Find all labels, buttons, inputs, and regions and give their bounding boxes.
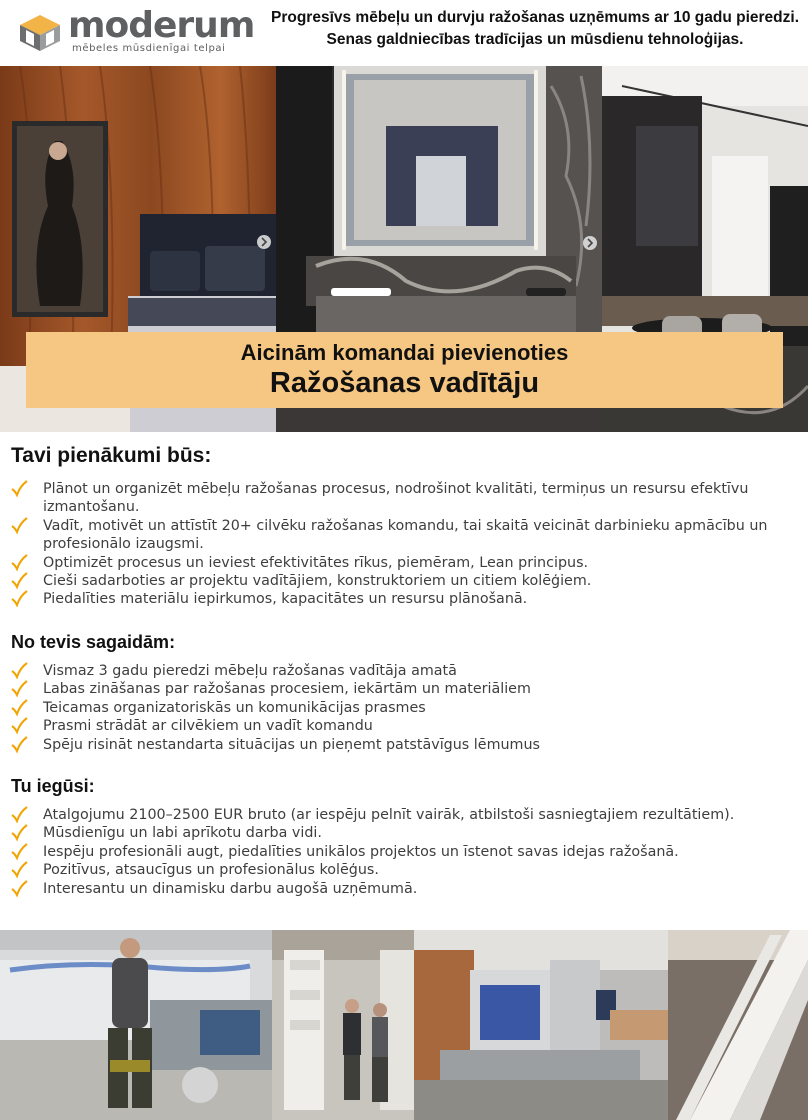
list-item: Prasmi strādāt ar cilvēkiem un vadīt komandu [10,717,800,735]
list-item: Optimizēt procesus un ieviest efektivitātes rīkus, piemēram, Lean principus. [10,554,800,572]
brand-tagline: mēbeles mūsdienīgai telpai [72,43,226,54]
hero-collage [0,66,808,432]
checkmark-icon [10,699,28,717]
benefits-list [10,806,800,898]
checkmark-icon [10,806,28,824]
duties-list [10,480,800,609]
footer-photo-edgebander [0,930,272,1120]
list-item: Labas zināšanas par ražošanas procesiem, iekārtām un materiāliem [10,680,800,698]
checkmark-icon [10,680,28,698]
header [0,0,808,66]
duties-title: Tavi pienākumi būs: [11,444,212,467]
checkmark-icon [10,824,28,842]
footer-photo-workshop [272,930,414,1120]
footer-photo-profile [668,930,808,1120]
checkmark-icon [10,736,28,754]
checkmark-icon [10,572,28,590]
checkmark-icon [10,861,28,879]
brand-name: moderum [68,5,255,46]
cube-logo-icon [18,13,62,53]
checkmark-icon [10,880,28,898]
checkmark-icon [10,517,28,535]
list-item: Iespēju profesionāli augt, piedalīties unikālos projektos un īstenot savas idejas ražošanā. [10,843,800,861]
checkmark-icon [10,717,28,735]
list-item: Spēju risināt nestandarta situācijas un pieņemt patstāvīgus lēmumus [10,736,800,754]
list-item: Plānot un organizēt mēbeļu ražošanas procesus, nodrošinot kvalitāti, termiņus un resursu efektīvu izmantošanu. [10,480,800,517]
list-item: Mūsdienīgu un labi aprīkotu darba vidi. [10,824,800,842]
requirements-list [10,662,800,754]
list-item: Pozitīvus, atsaucīgus un profesionālus kolēģus. [10,861,800,879]
hero-headline: Aicinām komandai pievienoties [240,340,569,365]
checkmark-icon [10,554,28,572]
list-item: Cieši sadarboties ar projektu vadītājiem, konstruktoriem un citiem kolēģiem. [10,572,800,590]
list-item: Atalgojumu 2100–2500 EUR bruto (ar iespēju pelnīt vairāk, atbilstoši sasniegtajiem rezultātiem). [10,806,800,824]
hero-banner [26,332,783,408]
list-item: Vadīt, motivēt un attīstīt 20+ cilvēku ražošanas komandu, tai skaitā veicināt darbinieku apmācību un profesionālo izaugsmi. [10,517,800,554]
list-item: Vismaz 3 gadu pieredzi mēbeļu ražošanas vadītāja amatā [10,662,800,680]
footer-photo-strip [0,930,808,1120]
benefits-title: Tu iegūsi: [11,776,95,796]
company-logo[interactable] [18,5,258,57]
checkmark-icon [10,662,28,680]
list-item: Piedalīties materiālu iepirkumos, kapacitātes un resursu plānošanā. [10,590,800,608]
job-title: Ražošanas vadītāju [269,367,540,399]
checkmark-icon [10,843,28,861]
checkmark-icon [10,480,28,498]
list-item: Teicamas organizatoriskās un komunikācijas prasmes [10,699,800,717]
checkmark-icon [10,590,28,608]
footer-photo-cnc [414,930,668,1120]
requirements-title: No tevis sagaidām: [11,632,176,652]
list-item: Interesantu un dinamisku darbu augošā uzņēmumā. [10,880,800,898]
company-intro: Progresīvs mēbeļu un durvju ražošanas uzņēmums ar 10 gadu pieredzi. Senas galdniecības tradīcijas un mūsdienu tehnoloģijas. [270,9,800,48]
